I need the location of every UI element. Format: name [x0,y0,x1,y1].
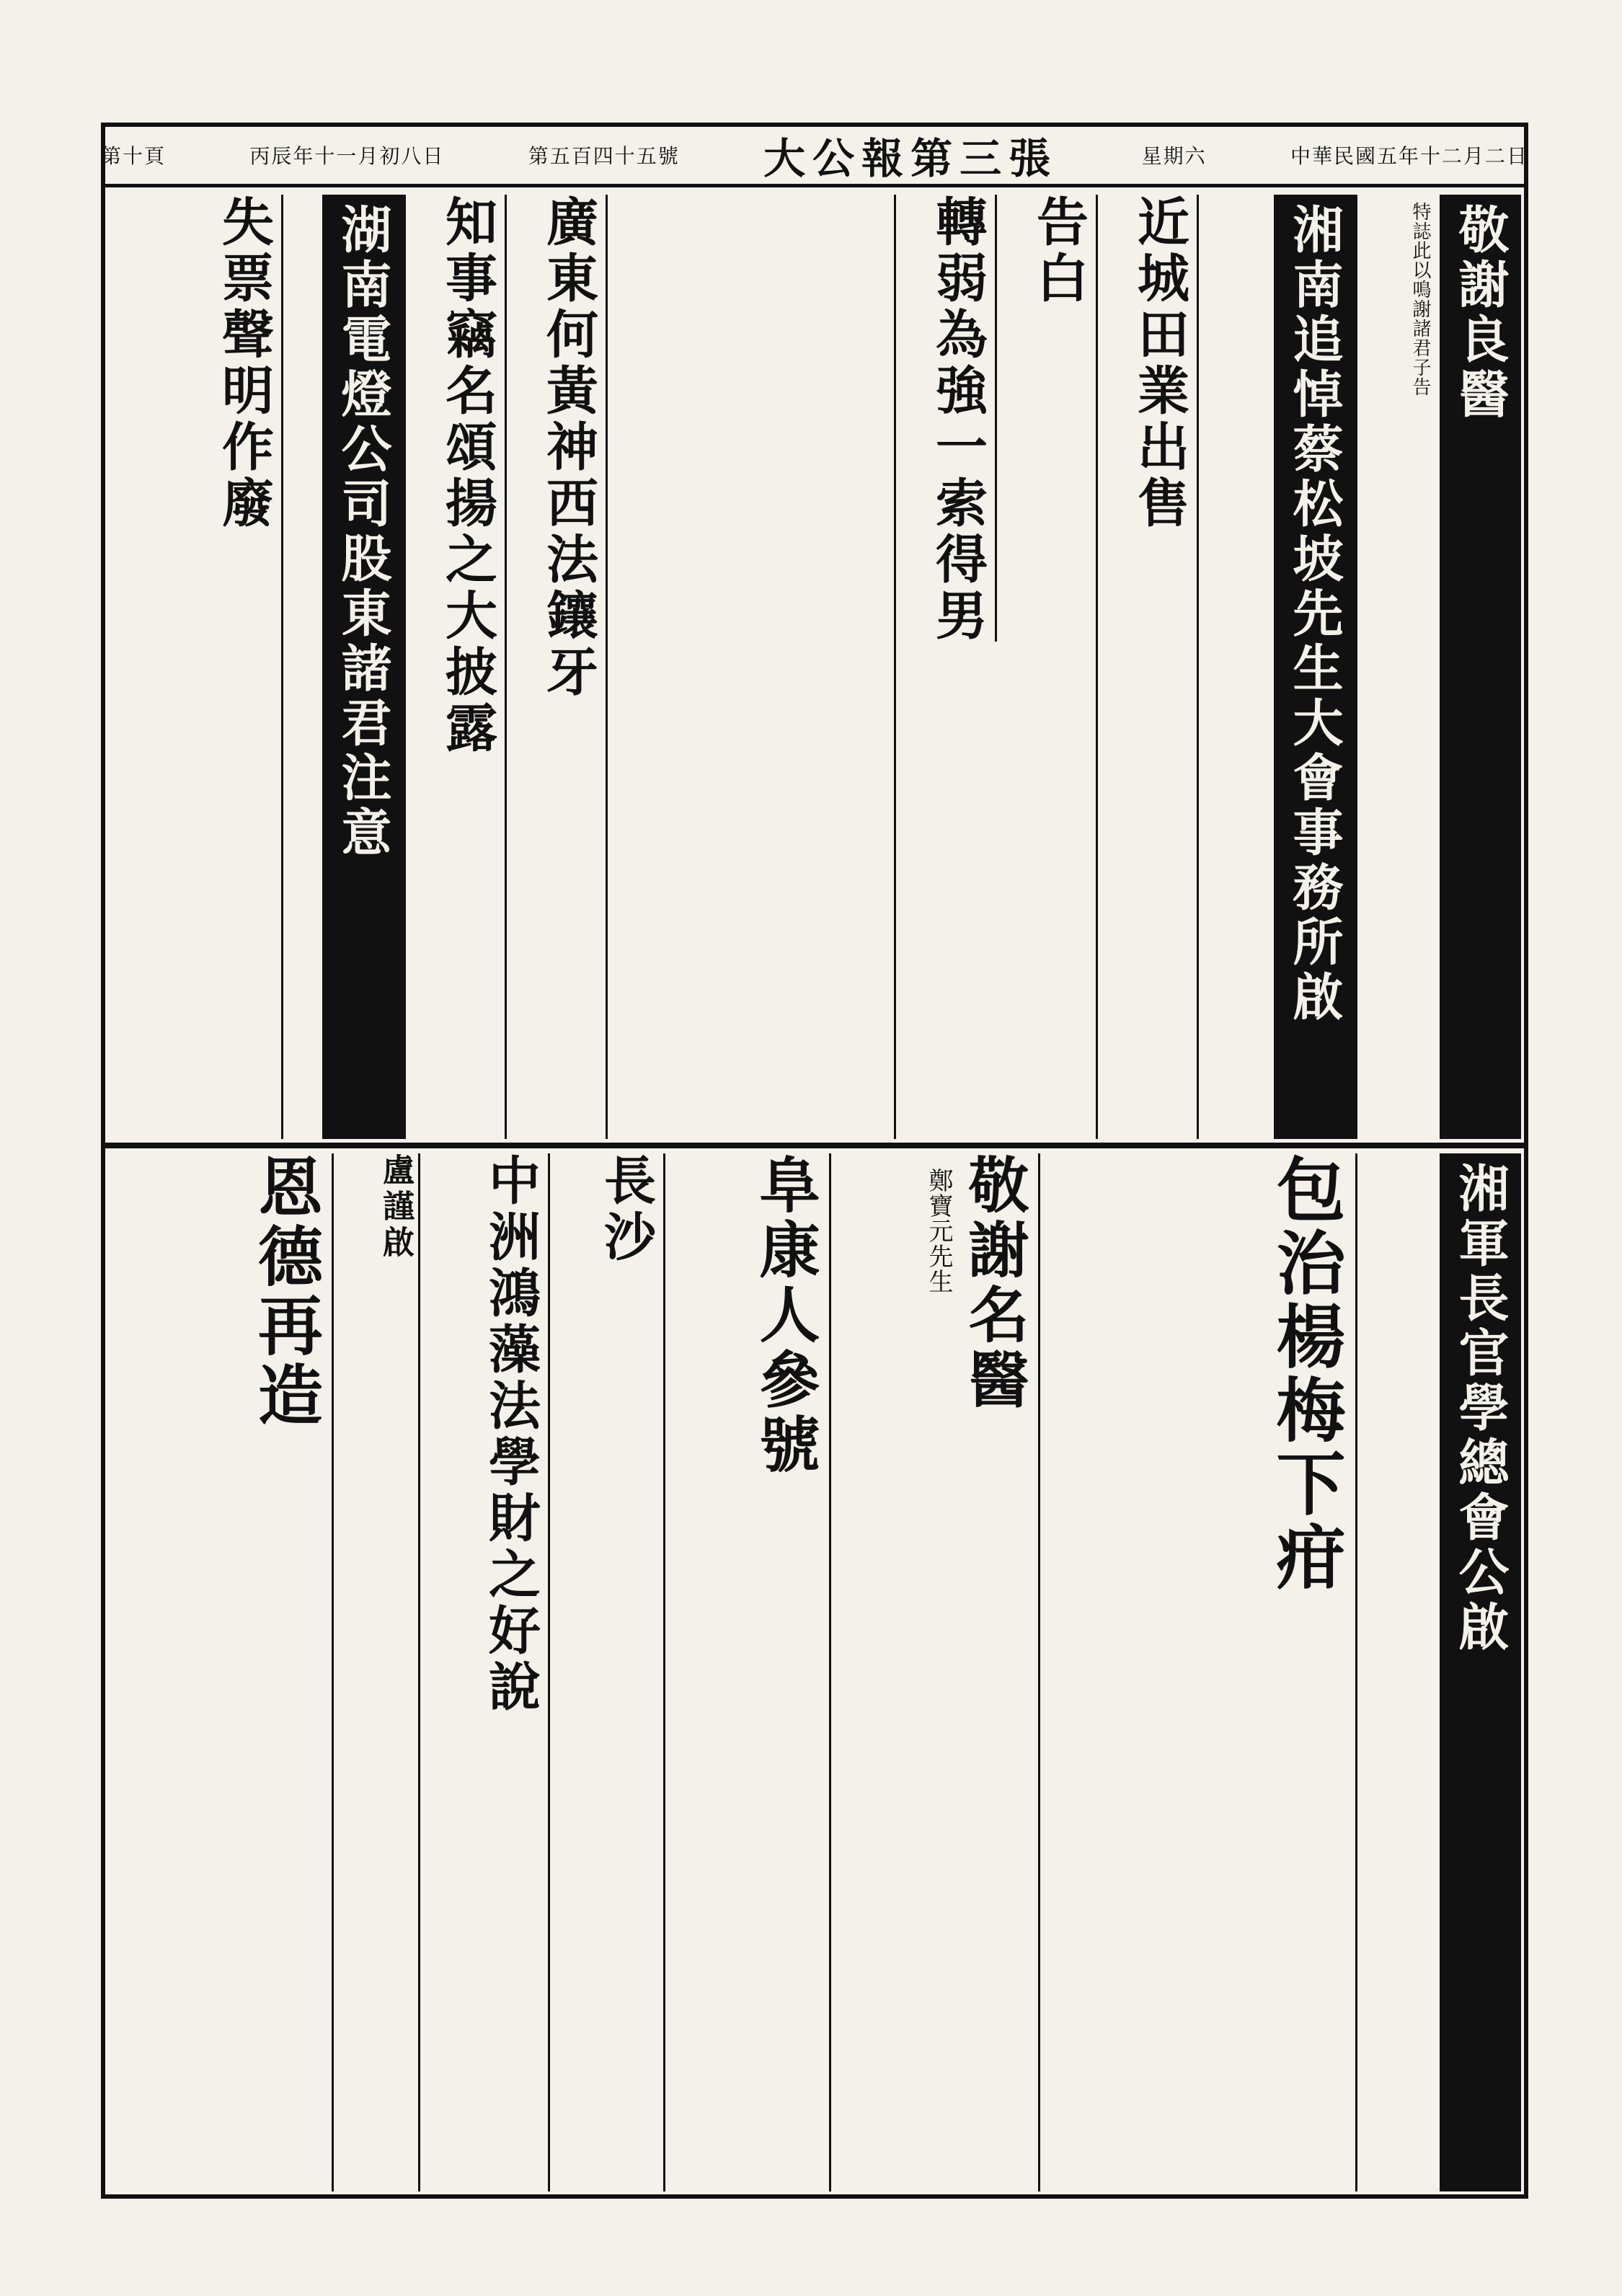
ad-changsha [548,1153,663,2191]
page-label: 第十頁 [101,144,167,168]
ad-magistrate-heading: 知事竊名頌揚之大披露 [437,195,498,757]
mid-rule [101,1143,1528,1148]
ad-notice-heading: 告白 [1028,195,1089,307]
ad-thanks-physician [829,1153,1038,2191]
issue-number: 第五百四十五號 [528,144,680,168]
ad-land-sale-heading: 近城田業出售 [1129,195,1190,532]
ad-grace-heading: 恩德再造 [247,1153,323,1430]
ad-thanks-physician-sub: 鄭寶元先生 [924,1168,953,1294]
ad-thanks-physician-heading: 敬謝名醫 [959,1153,1030,1413]
ad-misc-text [606,195,894,1139]
ad-medicine-son-heading: 轉弱為強一索得男 [927,195,988,644]
ad-dental [505,195,606,1139]
ad-thanks-doctor-heading: 敬謝良醫 [1440,195,1521,1139]
ad-ginseng-heading: 阜康人參號 [750,1153,821,1478]
ad-shop-notice-heading: 中洲鴻藻法學財之好說 [480,1153,541,1716]
ad-memorial-society [1197,195,1355,1139]
ad-thanks-doctor [1355,195,1521,1139]
ad-power-company-heading: 湖南電燈公司股東諸君注意 [322,195,404,1139]
ad-ginseng [663,1153,829,2191]
ad-power-company [281,195,404,1139]
weekday: 星期六 [1141,144,1207,168]
ad-syphilis [1038,1153,1355,2191]
ad-lu [332,1153,418,2191]
newspaper-title: 大公報第三張 [763,134,1058,183]
ad-syphilis-heading: 包治楊梅下疳 [1265,1153,1347,1595]
ad-grace [108,1153,332,2191]
ad-memorial-society-heading: 湘南追悼蔡松坡先生大會事務所啟 [1274,195,1355,1139]
ad-lost-ticket [108,195,281,1139]
ad-lu-heading: 盧謹啟 [377,1153,414,1262]
ad-notice [995,195,1096,642]
ad-changsha-heading: 長沙 [595,1153,657,1266]
ad-military-society-heading: 湘軍長官學總會公啟 [1440,1153,1521,2191]
ad-military-society [1355,1153,1521,2191]
ad-medicine-son [894,195,995,1139]
ad-dental-heading: 廣東何黃神西法鑲牙 [538,195,599,701]
ad-lost-ticket-heading: 失票聲明作廢 [213,195,275,532]
ad-shop-notice [418,1153,548,2191]
republic-date: 中華民國五年十二月二日 [1290,144,1528,168]
lunar-date: 丙辰年十一月初八日 [249,144,445,168]
ad-land-sale [1096,195,1197,1139]
ad-thanks-doctor-body: 特誌此以鳴謝諸君子告 [1409,202,1431,396]
ad-magistrate [404,195,505,1139]
